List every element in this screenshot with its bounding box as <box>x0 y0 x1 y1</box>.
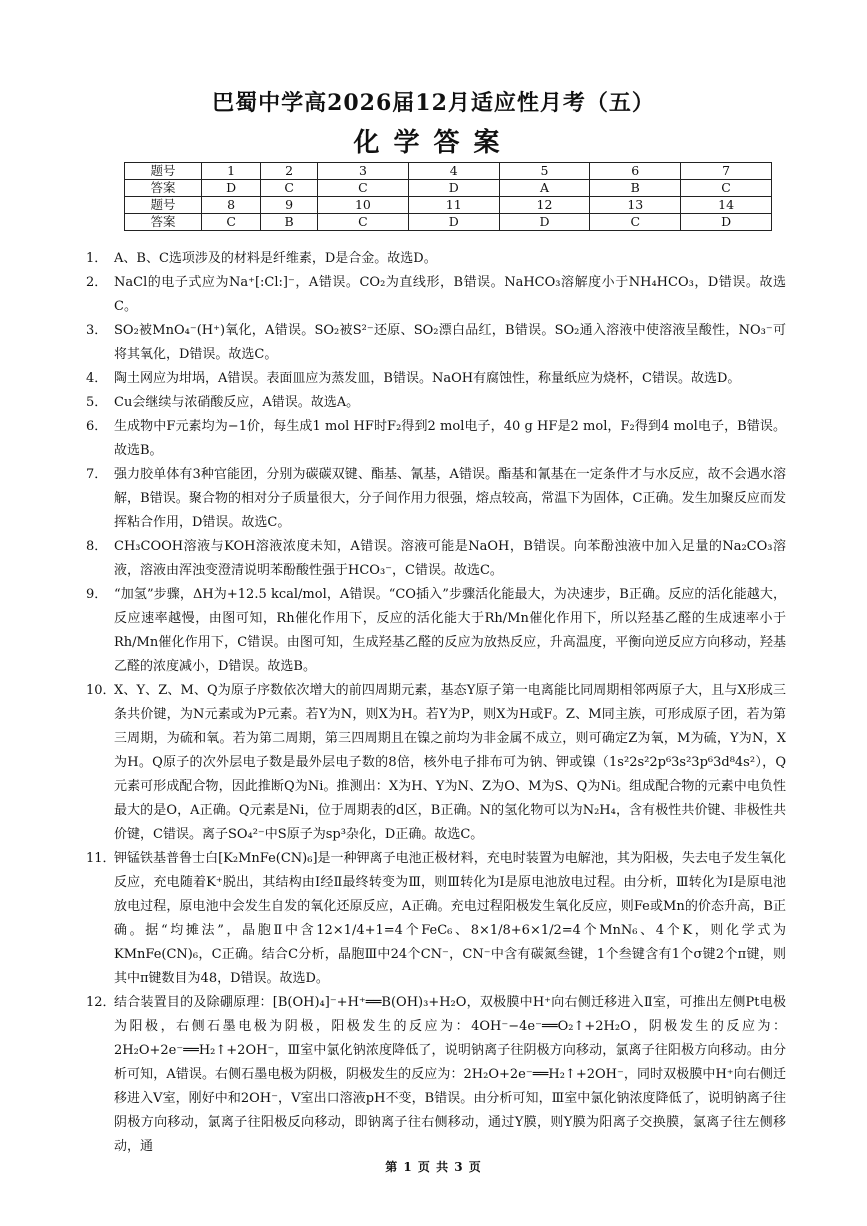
explanation-text: “加氢”步骤，ΔH为+12.5 kcal/mol，A错误。“CO插入”步骤活化能最大，为决速步，B正确。反应的活化能越大，反应速率越慢，由图可知，Rh催化作用下，反应的活化能大于Rh/Mn催化作用下，所以羟基乙醛的生成速率小于Rh/Mn催化作用下，C错误。由图可知，生成羟基乙醛的反应为放热反应，升高温度，平衡向逆反应方向移动，羟基乙醛的浓度减小，D错误。故选B。 <box>114 587 786 674</box>
explanation-text: 强力胶单体有3种官能团，分别为碳碳双键、酯基、氰基，A错误。酯基和氰基在一定条件才与水反应，故不会遇水溶解，B错误。聚合物的相对分子质量很大，分子间作用力很强，熔点较高，常温下为固体，C正确。发生加聚反应而发挥粘合作用，D错误。故选C。 <box>114 467 786 530</box>
explanation-number: 6． <box>86 419 108 434</box>
answer-table-cell: 13 <box>590 197 681 214</box>
explanation-item <box>86 271 786 319</box>
answer-table <box>124 162 772 231</box>
explanation-text: X、Y、Z、M、Q为原子序数依次增大的前四周期元素，基态Y原子第一电离能比同周期相邻两原子大，且与X形成三条共价键，为N元素或为P元素。若Y为N，则X为H。若Y为P，则X为H或F。Z、M同主族，可形成原子团，若为第三周期，为硫和氧。若为第二周期，第三四周期且在镍之前均为非金属不成立，则可确定Z为氧，M为硫，Y为N，X为H。Q原子的次外层电子数是最外层电子数的8倍，核外电子排布可为钠、钾或镍（1s²2s²2p⁶3s²3p⁶3d⁸4s²），Q元素可形成配合物，因此推断Q为Ni。推测出：X为H、Y为N、Z为O、M为S、Q为Ni。组成配合物的元素中电负性最大的是O，A正确。Q元素是Ni，位于周期表的d区，B正确。N的氢化物可以为N₂H₄，含有极性共价键、非极性共价键，C错误。离子SO₄²⁻中S原子为sp³杂化，D正确。故选C。 <box>114 683 786 842</box>
explanation-item <box>86 991 786 1159</box>
answer-table-cell: 4 <box>408 163 499 180</box>
explanation-item <box>86 535 786 583</box>
explanation-text: SO₂被MnO₄⁻(H⁺)氧化，A错误。SO₂被S²⁻还原、SO₂漂白品红，B错误。SO₂通入溶液中使溶液呈酸性，NO₃⁻可将其氧化，D错误。故选C。 <box>114 323 786 362</box>
answer-table-row <box>125 163 772 180</box>
explanation-item <box>86 319 786 367</box>
answer-table-cell: C <box>202 214 261 231</box>
explanation-item <box>86 415 786 463</box>
document-subtitle: 化学答案 <box>353 128 514 158</box>
explanation-number: 9． <box>86 587 108 602</box>
answer-table-row <box>125 214 772 231</box>
explanation-text: NaCl的电子式应为Na⁺[:Cl:]⁻，A错误。CO₂为直线形，B错误。NaHCO₃溶解度小于NH₄HCO₃，D错误。故选C。 <box>114 275 786 314</box>
explanation-item <box>86 847 786 991</box>
answer-table-cell: C <box>681 180 772 197</box>
explanation-number: 4． <box>86 371 108 386</box>
explanation-text: CH₃COOH溶液与KOH溶液浓度未知，A错误。溶液可能是NaOH，B错误。向苯酚浊液中加入足量的Na₂CO₃溶液，溶液由浑浊变澄清说明苯酚酸性强于HCO₃⁻，C错误。故选C。 <box>114 539 786 578</box>
answer-table-cell: C <box>590 214 681 231</box>
explanation-number: 1． <box>86 251 108 266</box>
answer-table-cell: C <box>318 180 409 197</box>
answer-table-cell: 11 <box>408 197 499 214</box>
explanation-number: 12． <box>86 995 116 1010</box>
explanation-text: 钾锰铁基普鲁士白[K₂MnFe(CN)₆]是一种钾离子电池正极材料，充电时装置为电解池，其为阳极，失去电子发生氧化反应，充电随着K⁺脱出，其结构由Ⅰ经Ⅱ最终转变为Ⅲ，则Ⅲ转化为Ⅰ是原电池放电过程。由分析，Ⅲ转化为Ⅰ是原电池放电过程，原电池中会发生自发的氧化还原反应，A正确。充电过程阳极发生氧化反应，则Fe或Mn的价态升高，B正确。据“均摊法”，晶胞Ⅱ中含12×1/4+1=4个FeC₆、8×1/8+6×1/2=4个MnN₆、4个K，则化学式为KMnFe(CN)₆，C正确。结合C分析，晶胞Ⅲ中24个CN⁻，CN⁻中含有碳氮叁键，1个叁键含有1个σ键2个π键，则其中π键数目为48，D错误。故选D。 <box>114 851 786 986</box>
explanation-text: 生成物中F元素均为−1价，每生成1 mol HF时F₂得到2 mol电子，40 g HF是2 mol，F₂得到4 mol电子，B错误。故选B。 <box>114 419 786 458</box>
answer-table-cell: D <box>408 180 499 197</box>
answer-table-cell: B <box>590 180 681 197</box>
answer-table-row-header: 题号 <box>125 163 202 180</box>
explanation-item <box>86 391 786 415</box>
answer-table-cell: D <box>202 180 261 197</box>
answer-table-cell: 8 <box>202 197 261 214</box>
answer-table-row-header: 题号 <box>125 197 202 214</box>
answer-table-cell: 6 <box>590 163 681 180</box>
answer-table-cell: C <box>318 214 409 231</box>
explanation-text: 陶土网应为坩埚，A错误。表面皿应为蒸发皿，B错误。NaOH有腐蚀性，称量纸应为烧杯，C错误。故选D。 <box>114 371 741 386</box>
answer-table-cell: 9 <box>261 197 318 214</box>
answer-table-cell: 2 <box>261 163 318 180</box>
explanation-number: 2． <box>86 275 108 290</box>
explanation-number: 10． <box>86 683 116 698</box>
explanation-item <box>86 583 786 679</box>
answer-table-row <box>125 180 772 197</box>
explanation-item <box>86 247 786 271</box>
answer-table-row-header: 答案 <box>125 180 202 197</box>
answer-table-cell: D <box>499 214 590 231</box>
explanation-text: A、B、C选项涉及的材料是纤维素，D是合金。故选D。 <box>114 251 437 266</box>
answer-table-cell: 7 <box>681 163 772 180</box>
answer-table-row <box>125 197 772 214</box>
explanation-item <box>86 367 786 391</box>
answer-table-cell: D <box>408 214 499 231</box>
explanation-number: 3． <box>86 323 108 338</box>
page-number: 第 1 页 共 3 页 <box>385 1160 482 1174</box>
explanation-number: 5． <box>86 395 108 410</box>
answer-table-cell: D <box>681 214 772 231</box>
explanation-number: 8． <box>86 539 108 554</box>
answer-table-cell: B <box>261 214 318 231</box>
answer-table-cell: 14 <box>681 197 772 214</box>
answer-table-cell: 3 <box>318 163 409 180</box>
explanation-item <box>86 463 786 535</box>
answer-table-cell: 12 <box>499 197 590 214</box>
answer-table-cell: 10 <box>318 197 409 214</box>
answer-table-row-header: 答案 <box>125 214 202 231</box>
explanation-number: 11． <box>86 851 116 866</box>
answer-table-cell: 1 <box>202 163 261 180</box>
answer-table-cell: C <box>261 180 318 197</box>
explanation-text: Cu会继续与浓硝酸反应，A错误。故选A。 <box>114 395 360 410</box>
explanation-text: 结合装置目的及除硼原理：[B(OH)₄]⁻+H⁺══B(OH)₃+H₂O，双极膜中H⁺向右侧迁移进入Ⅱ室，可推出左侧Pt电极为阳极，右侧石墨电极为阴极，阳极发生的反应为：4OH⁻−4e⁻══O₂↑+2H₂O，阴极发生的反应为：2H₂O+2e⁻══H₂↑+2OH⁻，Ⅲ室中氯化钠浓度降低了，说明钠离子往阴极方向移动，氯离子往阳极方向移动。由分析可知，A错误。右侧石墨电极为阴极，阴极发生的反应为：2H₂O+2e⁻══H₂↑+2OH⁻，同时双极膜中H⁺向右侧迁移进入Ⅴ室，刚好中和2OH⁻，Ⅴ室出口溶液pH不变，B错误。由分析可知，Ⅲ室中氯化钠浓度降低了，说明钠离子往阴极方向移动，氯离子往阳极反向移动，即钠离子往右侧移动，通过Y膜，则Y膜为阳离子交换膜，氯离子往左侧移动，通 <box>114 995 786 1154</box>
explanation-list <box>86 247 786 1159</box>
explanation-item <box>86 679 786 847</box>
explanation-number: 7． <box>86 467 108 482</box>
document-title: 巴蜀中学高2026届12月适应性月考（五） <box>212 90 655 116</box>
answer-table-cell: A <box>499 180 590 197</box>
answer-table-cell: 5 <box>499 163 590 180</box>
